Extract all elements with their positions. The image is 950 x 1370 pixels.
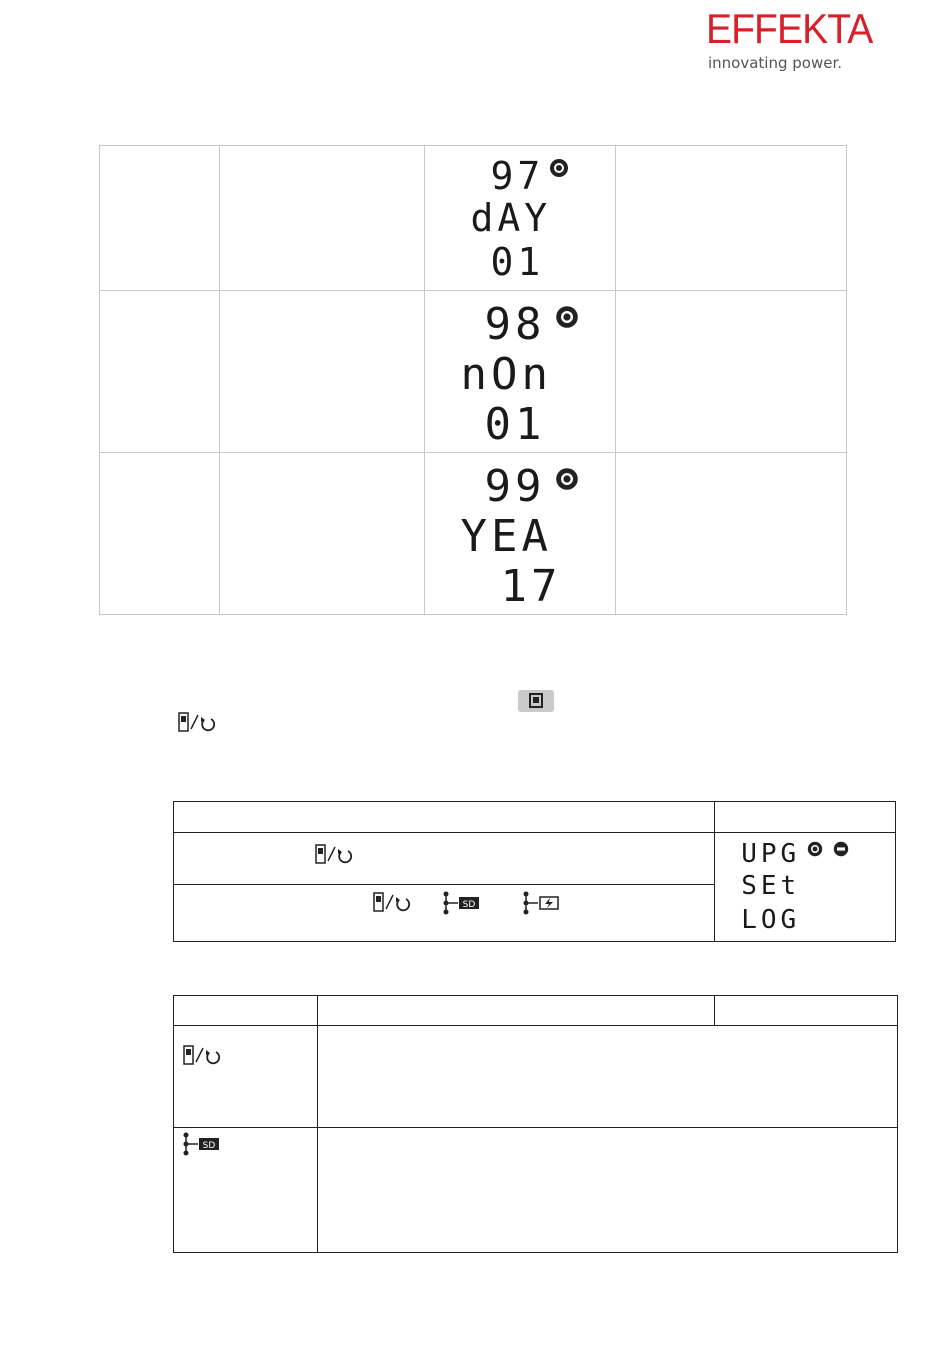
table-row [174,833,896,885]
usb-lcd-display [715,833,896,942]
svg-text:SD: SD [462,900,476,910]
lcd-value: 01 [484,399,546,450]
usb-refresh-icon [372,891,412,913]
lcd-value: 01 [490,240,545,284]
usb-box-icon [518,690,554,712]
table-row [100,453,847,615]
lcd-line-log: LOG [741,905,801,935]
lcd-label: nOn [460,349,553,400]
lcd-display-year [424,453,616,615]
lcd-value: 17 [500,561,562,612]
svg-text:SD: SD [202,1141,216,1151]
table-row [100,146,847,291]
table-row [100,291,847,453]
usb-refresh-icon [182,1044,222,1066]
lcd-display-day [424,146,616,291]
usb-sd-icon [442,891,482,915]
effekta-logo [706,6,906,70]
lcd-line-upg: UPG [741,839,801,869]
gear-icon [555,305,579,329]
usb-sd-icon [182,1132,222,1156]
lcd-display-month [424,291,616,453]
usb-menu-table [173,801,896,942]
lcd-code: 98 [484,299,546,350]
gear-icon [807,841,823,857]
usb-flash-icon [522,891,562,915]
logo-tagline: innovating power. [708,54,843,72]
lcd-label: dAY [470,196,552,240]
usb-function-table [173,995,898,1253]
logo-wordmark: EFFEKTA [706,5,873,52]
gear-icon [555,467,579,491]
table-header-row [174,996,898,1026]
table-header-row [174,802,896,833]
usb-refresh-icon [177,711,217,733]
lcd-code: 97 [490,154,545,198]
usb-status-icon [833,841,849,857]
lcd-code: 99 [484,461,546,512]
gear-icon [549,158,569,178]
usb-refresh-icon [314,843,354,865]
lcd-settings-table [99,145,847,615]
lcd-line-set: SEt [741,871,801,901]
table-row [174,1128,898,1253]
lcd-label: YEA [460,511,553,562]
table-row [174,1026,898,1128]
